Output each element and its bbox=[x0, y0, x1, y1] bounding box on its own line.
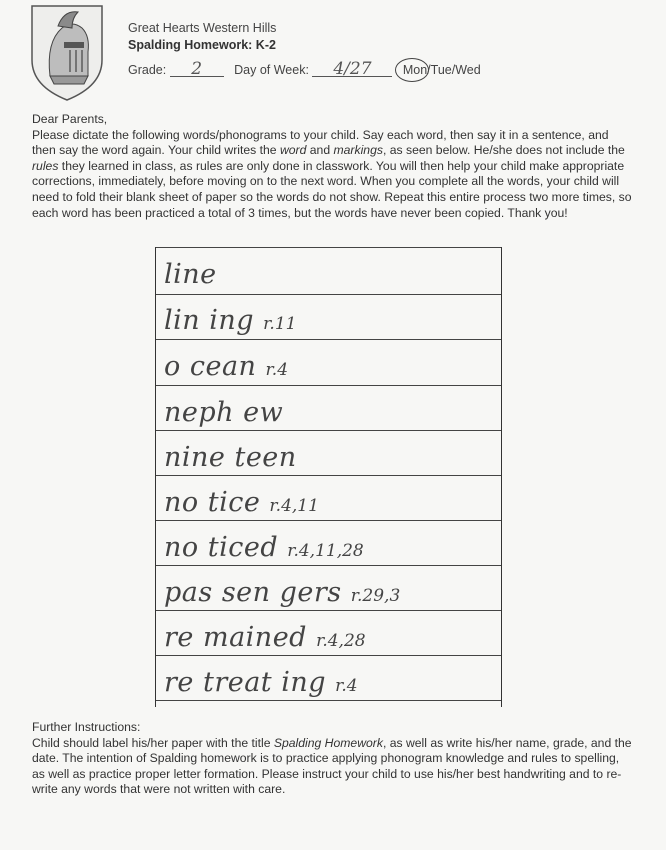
handwritten-word: no tice r.4,11 bbox=[164, 487, 319, 518]
handwriting-sheet bbox=[155, 247, 502, 707]
day-options bbox=[399, 63, 480, 77]
school-crest-logo bbox=[28, 2, 106, 102]
handwritten-word: re treat ing r.4 bbox=[164, 667, 358, 698]
handwritten-word: no ticed r.4,11,28 bbox=[164, 532, 364, 563]
handwritten-word: nine teen bbox=[164, 442, 297, 473]
parent-letter bbox=[32, 112, 632, 221]
salutation: Dear Parents, bbox=[32, 112, 108, 126]
letter-body: Please dictate the following words/phonograms to your child. Say each word, then say it in a sentence, and then say the word again. Your child writes the word and markings, as seen below. He/she does not include the rules they learned in class, as rules are only done in classwork. You will then help your child make appropriate corrections, immediately, before moving on to the next word. When you complete all the words, your child will need to fold their blank sheet of paper so the words do not show. Repeat this entire process two more times, so each word has been practiced a total of 3 times, but the words have never been copied. Thank you! bbox=[32, 127, 632, 220]
handwritten-word: line bbox=[164, 259, 217, 290]
handwritten-word: pas sen gers r.29,3 bbox=[164, 577, 401, 608]
homework-title: Spalding Homework: K-2 bbox=[128, 38, 276, 52]
day-options-text: Mon/Tue/Wed bbox=[402, 63, 481, 77]
further-heading: Further Instructions: bbox=[32, 720, 141, 734]
grade-label: Grade: bbox=[128, 63, 167, 77]
grade-day-line bbox=[128, 59, 481, 79]
day-label: Day of Week: bbox=[234, 63, 309, 77]
handwritten-word: re mained r.4,28 bbox=[164, 622, 366, 653]
handwritten-word: neph ew bbox=[164, 397, 284, 428]
school-name: Great Hearts Western Hills bbox=[128, 21, 277, 35]
handwritten-word: lin ing r.11 bbox=[164, 305, 297, 336]
circled-day-mark bbox=[395, 58, 429, 82]
handwritten-word: o cean r.4 bbox=[164, 351, 289, 382]
day-value: 4/27 bbox=[312, 62, 392, 77]
further-instructions bbox=[32, 720, 632, 798]
grade-value: 2 bbox=[170, 62, 224, 77]
further-body: Child should label his/her paper with the title Spalding Homework, as well as write his/her name, grade, and the date. The intention of Spalding homework is to practice applying phonogram knowledge and rules to spelling, as well as practice proper letter formation. Please instruct your child to use his/her best handwriting and to re-write any words that were not written with care. bbox=[32, 735, 632, 797]
